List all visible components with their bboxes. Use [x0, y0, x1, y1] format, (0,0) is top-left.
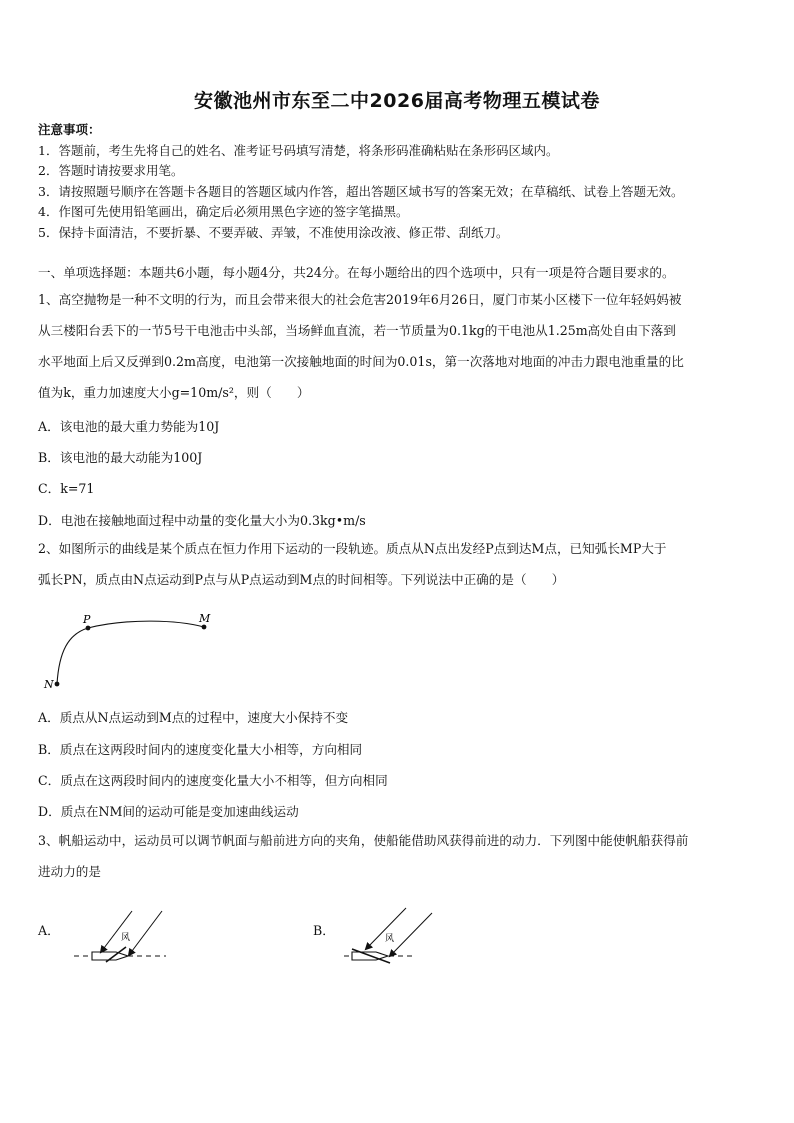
question-1-line: 从三楼阳台丢下的一节5号干电池击中头部，当场鲜血直流，若一节质量为0.1kg的干电池从1.25m高处自由下落到 [38, 323, 676, 338]
wind-label: 风 [121, 933, 131, 943]
sailboat-figure-b [342, 903, 452, 968]
section-1-heading: 一、单项选择题：本题共6小题，每小题4分，共24分。在每小题给出的四个选项中，只有一项是符合题目要求的。 [38, 265, 675, 280]
question-1-line: 水平地面上后又反弹到0.2m高度，电池第一次接触地面的时间为0.01s，第一次落地对地面的冲击力跟电池重量的比 [38, 354, 684, 369]
question-3-line: 进动力的是 [38, 864, 101, 879]
question-1-option-b: B．该电池的最大动能为100J [38, 450, 203, 465]
label-m: M [199, 612, 211, 625]
wind-arrow [129, 911, 162, 955]
wind-arrow [390, 913, 432, 956]
point-p [86, 626, 91, 631]
notice-heading: 注意事项： [38, 122, 101, 137]
question-1-option-a: A．该电池的最大重力势能为10J [38, 419, 220, 434]
sailboat-figure-a [70, 905, 180, 970]
question-1-line: 值为k，重力加速度大小g=10m/s²，则（ ） [38, 385, 310, 400]
question-1-option-d: D．电池在接触地面过程中动量的变化量大小为0.3kg•m/s [38, 513, 366, 528]
notice-item: 5．保持卡面清洁，不要折暴、不要弄破、弄皱，不准使用涂改液、修正带、刮纸刀。 [38, 224, 509, 240]
question-3-line: 3、帆船运动中，运动员可以调节帆面与船前进方向的夹角，使船能借助风获得前进的动力．下列图中能使帆船获得前 [38, 833, 689, 848]
question-2-option-a: A．质点从N点运动到M点的过程中，速度大小保持不变 [38, 710, 349, 725]
notice-item: 3．请按照题号顺序在答题卡各题目的答题区域内作答，超出答题区域书写的答案无效；在草稿纸、试卷上答题无效。 [38, 183, 684, 199]
question-2-option-d: D．质点在NM间的运动可能是变加速曲线运动 [38, 804, 299, 819]
question-3 [38, 825, 758, 887]
question-3-option-a: A． [38, 923, 60, 938]
exam-title: 安徽池州市东至二中2026届高考物理五模试卷 [194, 90, 600, 112]
label-p: P [83, 613, 91, 626]
question-2-option-b: B．质点在这两段时间内的速度变化量大小相等，方向相同 [38, 742, 363, 757]
notice-block [38, 120, 768, 243]
question-1-line: 1、高空抛物是一种不文明的行为，而且会带来很大的社会危害2019年6月26日，厦门市某小区楼下一位年轻妈妈被 [38, 292, 682, 307]
wind-arrow [101, 911, 132, 952]
label-n: N [44, 678, 54, 691]
trajectory-curve [57, 621, 204, 684]
question-2 [38, 533, 758, 595]
notice-item: 1．答题前，考生先将自己的姓名、准考证号码填写清楚，将条形码准确粘贴在条形码区域内。 [38, 142, 559, 158]
point-n [55, 682, 60, 687]
question-2-option-c: C．质点在这两段时间内的速度变化量大小不相等，但方向相同 [38, 773, 388, 788]
point-m [202, 625, 207, 630]
notice-item: 4．作图可先使用铅笔画出，确定后必须用黑色字迹的签字笔描黑。 [38, 204, 409, 219]
notice-item: 2．答题时请按要求用笔。 [38, 163, 184, 178]
question-3-option-b: B． [313, 923, 335, 938]
question-1-option-c: C．k=71 [38, 481, 95, 496]
question-2-line: 2、如图所示的曲线是某个质点在恒力作用下运动的一段轨迹。质点从N点出发经P点到达M点，已知弧长MP大于 [38, 541, 667, 556]
question-1 [38, 284, 758, 408]
wind-label: 风 [385, 934, 395, 944]
trajectory-figure [38, 610, 238, 695]
question-2-line: 弧长PN，质点由N点运动到P点与从P点运动到M点的时间相等。下列说法中正确的是（ ） [38, 572, 565, 587]
